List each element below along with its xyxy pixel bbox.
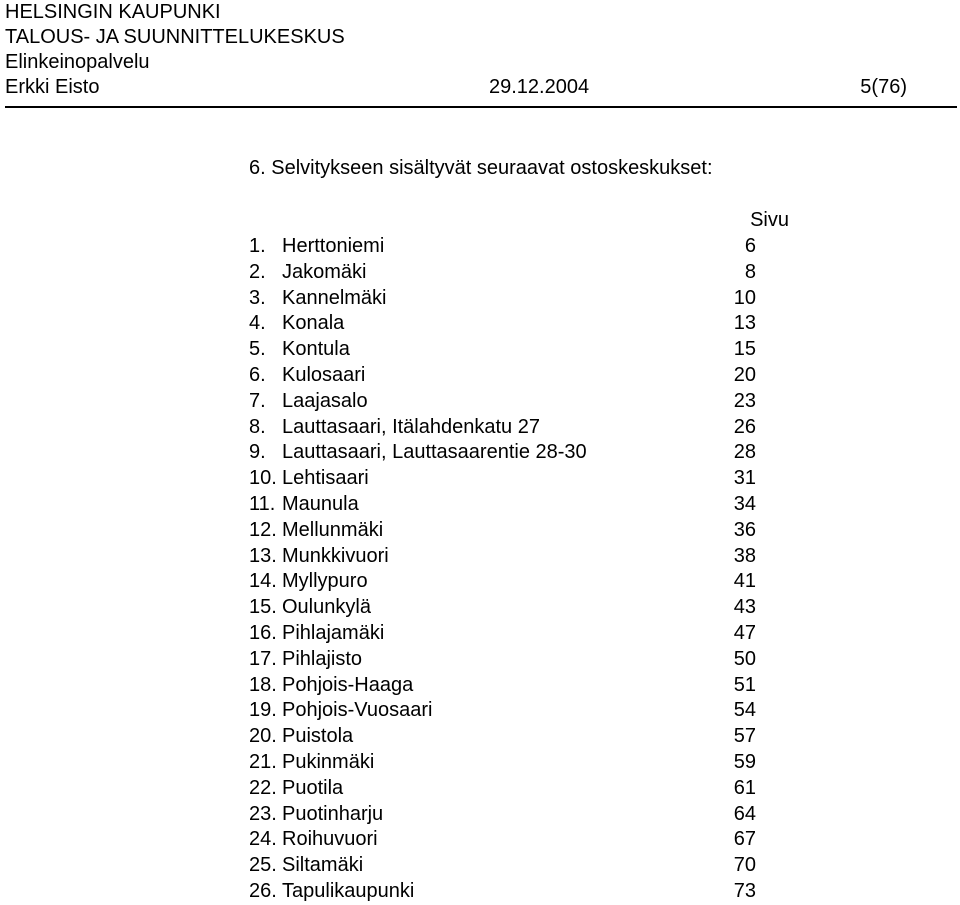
toc-row [249, 776, 789, 802]
toc-item-name: Puotinharju [282, 802, 384, 825]
toc-row [249, 724, 789, 750]
toc-item-name: Mellunmäki [282, 518, 384, 541]
toc-item-page: 38 [733, 544, 756, 567]
toc-item-number: 21. [249, 750, 277, 773]
toc-item-number: 10. [249, 467, 277, 490]
toc-item-page: 34 [733, 492, 756, 515]
toc-row [249, 647, 789, 673]
toc-item-name: Pihlajisto [282, 647, 363, 670]
toc-item-page: 70 [733, 854, 756, 877]
toc-item-page: 64 [733, 802, 756, 825]
toc-item-page: 10 [733, 286, 756, 309]
toc-item-number: 3. [249, 286, 266, 309]
toc-row [249, 595, 789, 621]
toc-item-name: Puotila [282, 776, 344, 799]
toc-row [249, 311, 789, 337]
toc-item-name: Lauttasaari, Lauttasaarentie 28-30 [282, 441, 587, 464]
toc-item-page: 6 [744, 235, 756, 257]
toc-row [249, 260, 789, 286]
table-of-contents [249, 208, 789, 905]
document-header [5, 0, 907, 100]
toc-item-name: Laajasalo [282, 389, 368, 412]
department-name: TALOUS- JA SUUNNITTELUKESKUS [5, 26, 345, 48]
toc-item-page: 50 [733, 647, 756, 670]
toc-item-page: 51 [733, 673, 756, 696]
toc-row [249, 802, 789, 828]
toc-item-name: Maunula [282, 492, 359, 515]
toc-item-page: 20 [733, 363, 756, 386]
toc-item-page: 67 [733, 828, 756, 851]
document-date: 29.12.2004 [489, 76, 590, 98]
header-divider [5, 106, 957, 108]
toc-row [249, 492, 789, 518]
toc-item-name: Puistola [282, 725, 354, 748]
toc-column-header [249, 208, 789, 234]
toc-item-number: 18. [249, 673, 277, 696]
toc-item-page: 31 [733, 467, 756, 490]
toc-item-name: Herttoniemi [282, 235, 385, 257]
toc-item-number: 17. [249, 647, 277, 670]
toc-item-number: 11. [249, 492, 276, 515]
toc-item-number: 16. [249, 621, 277, 644]
toc-row [249, 827, 789, 853]
toc-row [249, 879, 789, 905]
toc-item-number: 1. [249, 235, 266, 257]
toc-item-page: 13 [733, 312, 756, 335]
toc-item-name: Jakomäki [282, 260, 367, 283]
section-title: 6. Selvitykseen sisältyvät seuraavat ostoskeskukset: [249, 157, 713, 179]
toc-item-name: Munkkivuori [282, 544, 389, 567]
toc-item-name: Pohjois-Vuosaari [282, 699, 433, 722]
toc-row [249, 286, 789, 312]
toc-row [249, 466, 789, 492]
toc-item-number: 4. [249, 312, 266, 335]
toc-item-number: 26. [249, 879, 277, 902]
toc-row [249, 853, 789, 879]
toc-row [249, 518, 789, 544]
toc-item-name: Pihlajamäki [282, 621, 385, 644]
toc-item-number: 13. [249, 544, 277, 567]
toc-item-name: Konala [282, 312, 345, 335]
toc-row [249, 621, 789, 647]
toc-row [249, 234, 789, 260]
page-column-label: Sivu [750, 209, 789, 231]
toc-item-name: Roihuvuori [282, 828, 378, 851]
toc-row [249, 337, 789, 363]
toc-item-number: 7. [249, 389, 266, 412]
organization-name: HELSINGIN KAUPUNKI [5, 1, 221, 23]
toc-item-name: Lauttasaari, Itälahdenkatu 27 [282, 415, 540, 438]
toc-item-page: 47 [733, 621, 756, 644]
author-name: Erkki Eisto [5, 76, 100, 98]
toc-item-name: Kannelmäki [282, 286, 387, 309]
toc-item-number: 20. [249, 725, 277, 748]
toc-item-name: Tapulikaupunki [282, 879, 415, 902]
toc-item-name: Kontula [282, 338, 350, 361]
toc-item-name: Myllypuro [282, 570, 368, 593]
unit-name: Elinkeinopalvelu [5, 51, 150, 73]
toc-item-page: 26 [733, 415, 756, 438]
toc-item-number: 9. [249, 441, 266, 464]
toc-item-name: Pukinmäki [282, 750, 375, 773]
toc-item-number: 23. [249, 802, 277, 825]
toc-row [249, 440, 789, 466]
toc-item-page: 23 [733, 389, 756, 412]
header-meta-row [5, 75, 907, 100]
toc-item-page: 57 [733, 725, 756, 748]
toc-row [249, 389, 789, 415]
toc-row [249, 569, 789, 595]
toc-row [249, 698, 789, 724]
toc-item-number: 25. [249, 854, 277, 877]
toc-item-number: 22. [249, 776, 277, 799]
toc-row [249, 544, 789, 570]
toc-row [249, 673, 789, 699]
toc-item-page: 8 [744, 260, 756, 283]
toc-item-number: 8. [249, 415, 266, 438]
toc-item-page: 59 [733, 750, 756, 773]
toc-item-number: 19. [249, 699, 277, 722]
toc-row [249, 363, 789, 389]
toc-item-name: Kulosaari [282, 363, 366, 386]
toc-row [249, 415, 789, 441]
toc-item-number: 6. [249, 363, 266, 386]
toc-item-number: 14. [249, 570, 277, 593]
toc-item-page: 43 [733, 596, 756, 619]
toc-item-number: 2. [249, 260, 266, 283]
toc-item-page: 15 [733, 338, 756, 361]
toc-item-page: 28 [733, 441, 756, 464]
toc-item-name: Oulunkylä [282, 596, 371, 619]
toc-row [249, 750, 789, 776]
toc-item-number: 24. [249, 828, 277, 851]
toc-item-page: 61 [733, 776, 756, 799]
toc-item-name: Pohjois-Haaga [282, 673, 414, 696]
toc-item-number: 5. [249, 338, 266, 361]
toc-item-number: 12. [249, 518, 277, 541]
page-number: 5(76) [860, 76, 907, 98]
toc-item-page: 36 [733, 518, 756, 541]
toc-item-page: 73 [733, 879, 756, 902]
toc-item-number: 15. [249, 596, 277, 619]
toc-item-page: 54 [733, 699, 756, 722]
toc-item-name: Lehtisaari [282, 467, 369, 490]
toc-item-name: Siltamäki [282, 854, 364, 877]
toc-item-page: 41 [733, 570, 756, 593]
